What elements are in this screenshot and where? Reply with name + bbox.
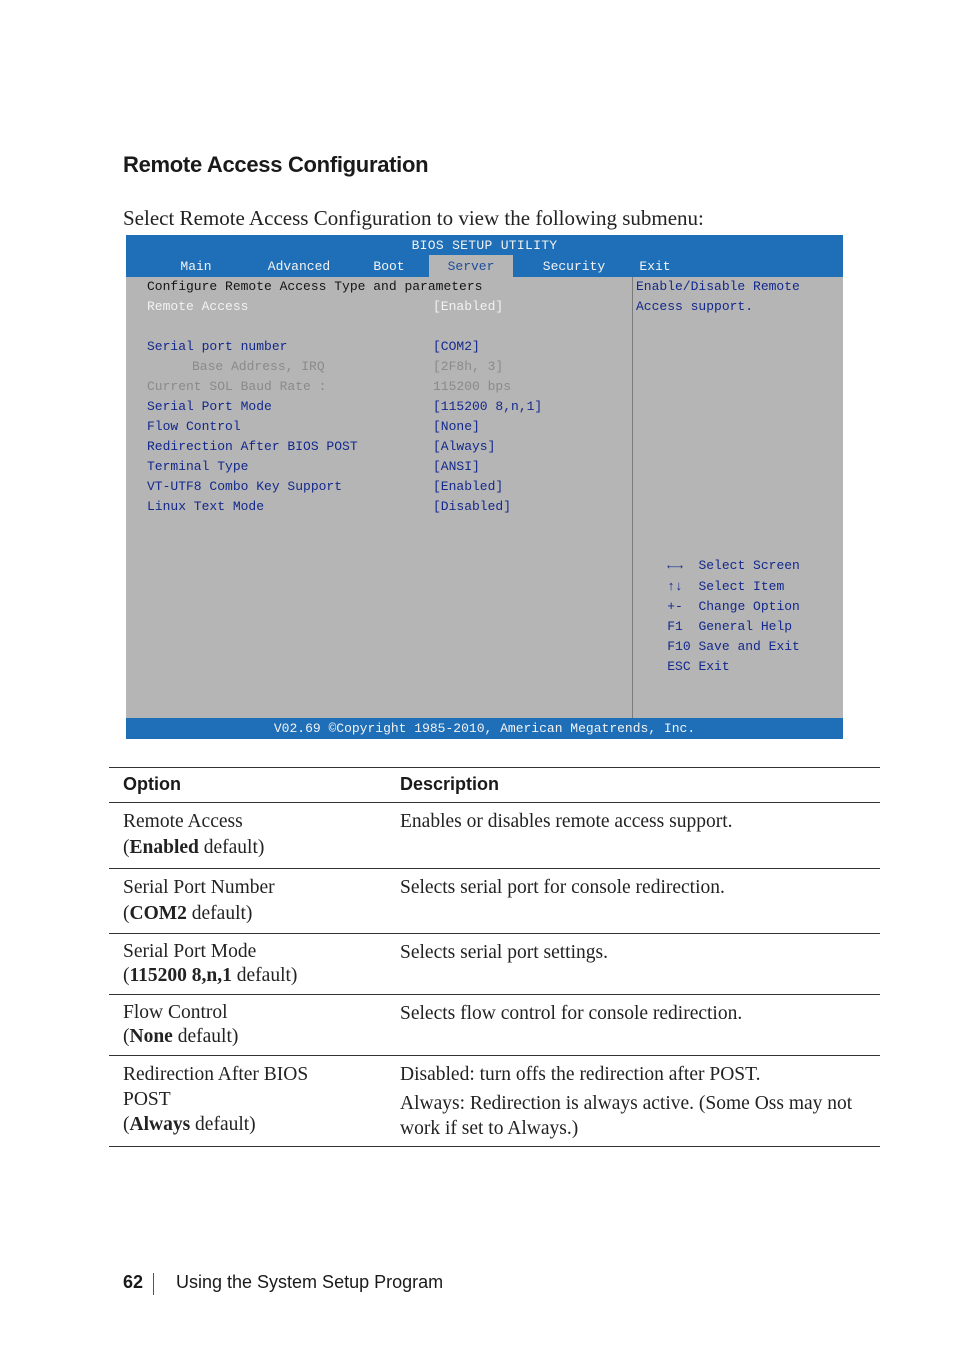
table-row bbox=[109, 995, 880, 1056]
bios-base-address-value: [2F8h, 3] bbox=[433, 359, 504, 374]
table-header bbox=[109, 767, 880, 803]
bios-vt-utf8-value[interactable]: [Enabled] bbox=[433, 479, 504, 494]
bios-key-exit: ESC Exit bbox=[667, 659, 730, 674]
intro-text: Select Remote Access Configuration to view the following submenu: bbox=[123, 206, 704, 230]
bios-help-line-1: Enable/Disable Remote bbox=[636, 279, 800, 294]
bios-panel-divider bbox=[632, 277, 633, 718]
bios-key-general-help: F1 General Help bbox=[667, 619, 793, 634]
bios-menu-main[interactable]: Main bbox=[180, 259, 212, 274]
bios-menubar bbox=[126, 255, 843, 277]
table-row bbox=[109, 803, 880, 869]
bios-vt-utf8-label[interactable]: VT-UTF8 Combo Key Support bbox=[147, 479, 343, 494]
bios-baud-rate-value: 115200 bps bbox=[433, 379, 512, 394]
bios-screenshot bbox=[126, 235, 843, 739]
bios-key-select-screen: ←→ Select Screen bbox=[667, 558, 800, 573]
bios-menu-exit[interactable]: Exit bbox=[639, 259, 671, 274]
bios-redirection-label[interactable]: Redirection After BIOS POST bbox=[147, 439, 358, 454]
section-heading: Remote Access Configuration bbox=[123, 152, 429, 177]
page-number: 62 bbox=[123, 1272, 144, 1292]
bios-terminal-type-label[interactable]: Terminal Type bbox=[147, 459, 249, 474]
chapter-title: Using the System Setup Program bbox=[176, 1272, 444, 1292]
bios-menu-security[interactable]: Security bbox=[542, 259, 606, 274]
bios-linux-text-value[interactable]: [Disabled] bbox=[433, 499, 512, 514]
bios-key-select-item: ↑↓ Select Item bbox=[667, 579, 785, 594]
bios-base-address-label: Base Address, IRQ bbox=[192, 359, 325, 374]
footer-divider bbox=[153, 1273, 154, 1295]
bios-serial-port-value[interactable]: [COM2] bbox=[433, 339, 480, 354]
bios-help-line-2: Access support. bbox=[636, 299, 754, 314]
bios-serial-mode-value[interactable]: [115200 8,n,1] bbox=[433, 399, 543, 414]
bios-redirection-value[interactable]: [Always] bbox=[433, 439, 496, 454]
bios-copyright: V02.69 ©Copyright 1985-2010, American Megatrends, Inc. bbox=[126, 718, 843, 739]
description-cell: Enables or disables remote access support. bbox=[400, 811, 733, 832]
description-cell: Selects flow control for console redirection. bbox=[400, 1003, 743, 1024]
table-row bbox=[109, 934, 880, 995]
option-cell: Remote Access (Enabled default) bbox=[123, 811, 265, 858]
bios-key-change-option: +- Change Option bbox=[667, 599, 800, 614]
bios-linux-text-label[interactable]: Linux Text Mode bbox=[147, 499, 265, 514]
bios-flow-control-label[interactable]: Flow Control bbox=[147, 419, 241, 434]
table-row bbox=[109, 869, 880, 934]
bios-baud-rate-label: Current SOL Baud Rate : bbox=[147, 379, 327, 394]
description-cell: Selects serial port settings. bbox=[400, 942, 608, 963]
description-cell: Selects serial port for console redirection. bbox=[400, 877, 725, 898]
option-cell: Redirection After BIOS POST (Always default) bbox=[123, 1064, 309, 1135]
option-cell: Serial Port Number (COM2 default) bbox=[123, 877, 275, 924]
option-cell: Serial Port Mode (115200 8,n,1 default) bbox=[123, 941, 298, 986]
description-cell: Disabled: turn offs the redirection after POST. Always: Redirection is always active. (Some Oss may not work if set to Always.) bbox=[400, 1064, 853, 1139]
bios-menu-server[interactable]: Server bbox=[429, 255, 513, 277]
header-option: Option bbox=[123, 774, 181, 794]
bios-key-save-exit: F10 Save and Exit bbox=[667, 639, 800, 654]
bios-menu-advanced[interactable]: Advanced bbox=[267, 259, 331, 274]
options-table bbox=[109, 767, 880, 1147]
page-footer bbox=[123, 1272, 444, 1293]
header-description: Description bbox=[400, 774, 500, 794]
bios-serial-port-label[interactable]: Serial port number bbox=[147, 339, 288, 354]
bios-title: BIOS SETUP UTILITY bbox=[126, 235, 843, 255]
bios-row-configure-label: Configure Remote Access Type and parameters bbox=[147, 279, 483, 294]
bios-flow-control-value[interactable]: [None] bbox=[433, 419, 480, 434]
bios-terminal-type-value[interactable]: [ANSI] bbox=[433, 459, 480, 474]
up-down-arrow-icon: ↑↓ bbox=[667, 579, 683, 594]
bios-remote-access-label[interactable]: Remote Access bbox=[147, 299, 249, 314]
table-row bbox=[109, 1056, 880, 1147]
bios-serial-mode-label[interactable]: Serial Port Mode bbox=[147, 399, 272, 414]
bios-remote-access-value[interactable]: [Enabled] bbox=[433, 299, 504, 314]
option-cell: Flow Control (None default) bbox=[123, 1002, 239, 1047]
bios-menu-boot[interactable]: Boot bbox=[373, 259, 405, 274]
left-right-arrow-icon: ←→ bbox=[667, 558, 683, 573]
